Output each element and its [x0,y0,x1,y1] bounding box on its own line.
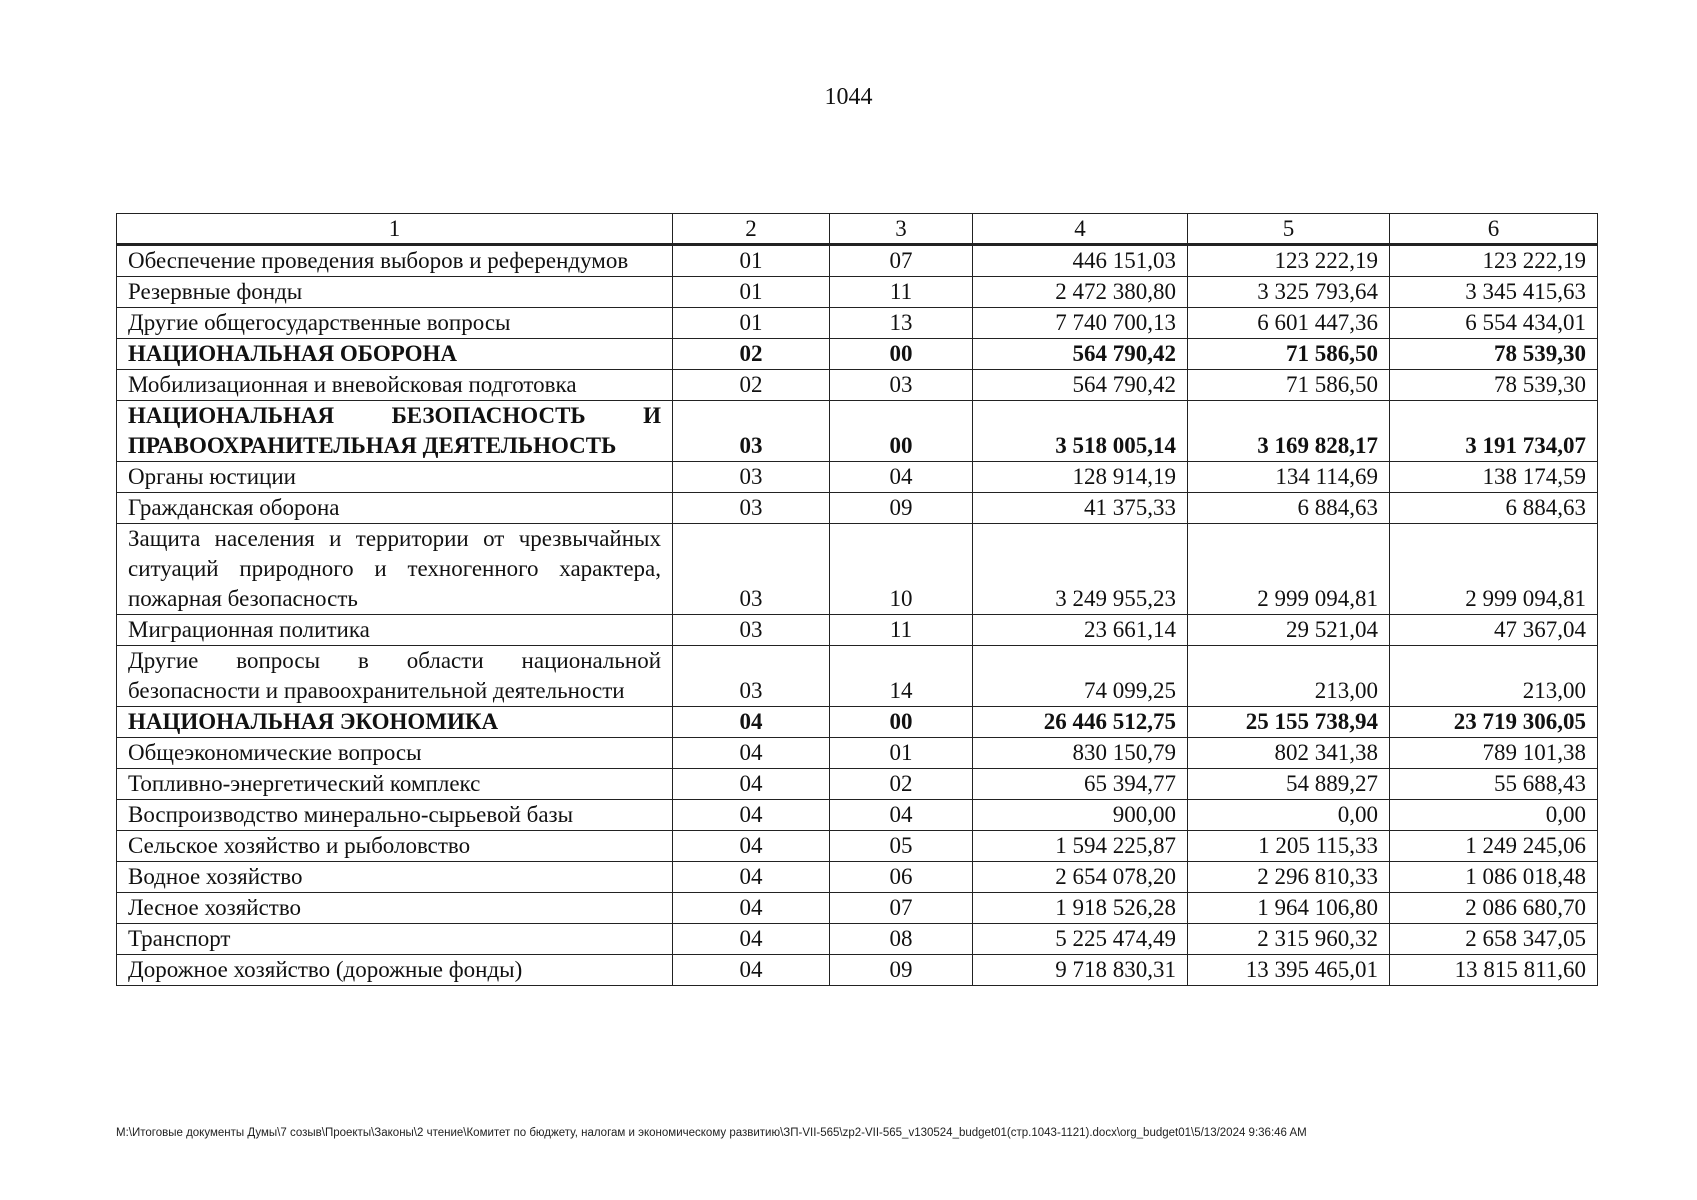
amount-col-4-cell: 7 740 700,13 [973,308,1188,339]
amount-col-4-cell: 830 150,79 [973,738,1188,769]
amount-col-6-cell: 47 367,04 [1390,615,1598,646]
subsection-code-cell: 00 [830,707,973,738]
section-code-cell: 03 [673,493,830,524]
amount-col-6-cell: 2 999 094,81 [1390,524,1598,615]
subsection-code-cell: 07 [830,245,973,277]
amount-col-6-cell: 23 719 306,05 [1390,707,1598,738]
subsection-code-cell: 02 [830,769,973,800]
row-name-cell: Воспроизводство минерально-сырьевой базы [117,800,673,831]
amount-col-6-cell: 3 345 415,63 [1390,277,1598,308]
section-code-cell: 02 [673,370,830,401]
amount-col-5-cell: 213,00 [1188,646,1390,707]
amount-col-6-cell: 6 884,63 [1390,493,1598,524]
amount-col-6-cell: 1 249 245,06 [1390,831,1598,862]
section-code-cell: 03 [673,524,830,615]
table-row [117,308,1598,339]
section-code-cell: 03 [673,462,830,493]
table-row [117,707,1598,738]
amount-col-4-cell: 446 151,03 [973,245,1188,277]
section-code-cell: 04 [673,862,830,893]
page-number: 1044 [824,84,873,110]
amount-col-4-cell: 5 225 474,49 [973,924,1188,955]
subsection-code-cell: 09 [830,955,973,986]
row-name-cell: Резервные фонды [117,277,673,308]
table-row [117,893,1598,924]
amount-col-4-cell: 26 446 512,75 [973,707,1188,738]
section-code-cell: 01 [673,245,830,277]
subsection-code-cell: 04 [830,462,973,493]
row-name-cell: Защита населения и территории от чрезвычайных ситуаций природного и техногенного характера, пожарная безопасность [117,524,673,615]
table-row [117,862,1598,893]
amount-col-4-cell: 23 661,14 [973,615,1188,646]
amount-col-4-cell: 74 099,25 [973,646,1188,707]
table-row [117,277,1598,308]
table-row [117,524,1598,615]
amount-col-6-cell: 6 554 434,01 [1390,308,1598,339]
amount-col-5-cell: 29 521,04 [1188,615,1390,646]
row-name-cell: НАЦИОНАЛЬНАЯ БЕЗОПАСНОСТЬ И ПРАВООХРАНИТЕЛЬНАЯ ДЕЯТЕЛЬНОСТЬ [117,401,673,462]
section-code-cell: 03 [673,615,830,646]
section-code-cell: 04 [673,707,830,738]
row-name-cell: Мобилизационная и вневойсковая подготовка [117,370,673,401]
header-col-6: 6 [1390,214,1598,245]
row-name-cell: Другие вопросы в области национальной безопасности и правоохранительной деятельности [117,646,673,707]
table-row [117,955,1598,986]
header-col-5: 5 [1188,214,1390,245]
table-row [117,462,1598,493]
amount-col-4-cell: 65 394,77 [973,769,1188,800]
table-row [117,245,1598,277]
table-row [117,738,1598,769]
amount-col-5-cell: 71 586,50 [1188,339,1390,370]
table-row [117,493,1598,524]
table-row [117,831,1598,862]
row-name-cell: Обеспечение проведения выборов и референдумов [117,245,673,277]
subsection-code-cell: 11 [830,615,973,646]
section-code-cell: 04 [673,955,830,986]
header-col-4: 4 [973,214,1188,245]
section-code-cell: 04 [673,893,830,924]
table-body [117,245,1598,986]
section-code-cell: 01 [673,277,830,308]
amount-col-5-cell: 6 601 447,36 [1188,308,1390,339]
budget-table [116,213,1598,986]
subsection-code-cell: 10 [830,524,973,615]
row-name-cell: Дорожное хозяйство (дорожные фонды) [117,955,673,986]
amount-col-5-cell: 2 315 960,32 [1188,924,1390,955]
amount-col-4-cell: 128 914,19 [973,462,1188,493]
amount-col-5-cell: 13 395 465,01 [1188,955,1390,986]
amount-col-5-cell: 134 114,69 [1188,462,1390,493]
section-code-cell: 04 [673,924,830,955]
subsection-code-cell: 00 [830,339,973,370]
subsection-code-cell: 08 [830,924,973,955]
row-name-cell: НАЦИОНАЛЬНАЯ ОБОРОНА [117,339,673,370]
header-col-2: 2 [673,214,830,245]
subsection-code-cell: 11 [830,277,973,308]
amount-col-5-cell: 802 341,38 [1188,738,1390,769]
subsection-code-cell: 01 [830,738,973,769]
header-col-3: 3 [830,214,973,245]
amount-col-4-cell: 564 790,42 [973,339,1188,370]
amount-col-6-cell: 78 539,30 [1390,339,1598,370]
amount-col-6-cell: 1 086 018,48 [1390,862,1598,893]
amount-col-4-cell: 2 472 380,80 [973,277,1188,308]
section-code-cell: 03 [673,646,830,707]
section-code-cell: 04 [673,738,830,769]
amount-col-6-cell: 2 086 680,70 [1390,893,1598,924]
table-row [117,924,1598,955]
amount-col-6-cell: 123 222,19 [1390,245,1598,277]
amount-col-4-cell: 9 718 830,31 [973,955,1188,986]
row-name-cell: Общеэкономические вопросы [117,738,673,769]
amount-col-5-cell: 54 889,27 [1188,769,1390,800]
row-name-cell: Органы юстиции [117,462,673,493]
amount-col-6-cell: 55 688,43 [1390,769,1598,800]
amount-col-6-cell: 3 191 734,07 [1390,401,1598,462]
subsection-code-cell: 13 [830,308,973,339]
amount-col-4-cell: 1 918 526,28 [973,893,1188,924]
row-name-cell: Топливно-энергетический комплекс [117,769,673,800]
amount-col-5-cell: 123 222,19 [1188,245,1390,277]
header-col-1: 1 [117,214,673,245]
amount-col-5-cell: 1 964 106,80 [1188,893,1390,924]
amount-col-4-cell: 564 790,42 [973,370,1188,401]
subsection-code-cell: 09 [830,493,973,524]
section-code-cell: 04 [673,769,830,800]
row-name-cell: Миграционная политика [117,615,673,646]
amount-col-6-cell: 789 101,38 [1390,738,1598,769]
subsection-code-cell: 05 [830,831,973,862]
row-name-cell: Водное хозяйство [117,862,673,893]
row-name-cell: Гражданская оборона [117,493,673,524]
amount-col-4-cell: 2 654 078,20 [973,862,1188,893]
subsection-code-cell: 03 [830,370,973,401]
table-row [117,646,1598,707]
row-name-cell: НАЦИОНАЛЬНАЯ ЭКОНОМИКА [117,707,673,738]
amount-col-4-cell: 3 249 955,23 [973,524,1188,615]
amount-col-4-cell: 41 375,33 [973,493,1188,524]
amount-col-5-cell: 1 205 115,33 [1188,831,1390,862]
amount-col-6-cell: 13 815 811,60 [1390,955,1598,986]
section-code-cell: 01 [673,308,830,339]
amount-col-6-cell: 213,00 [1390,646,1598,707]
table-row [117,800,1598,831]
subsection-code-cell: 07 [830,893,973,924]
amount-col-5-cell: 3 325 793,64 [1188,277,1390,308]
table-row [117,370,1598,401]
section-code-cell: 04 [673,800,830,831]
amount-col-5-cell: 2 999 094,81 [1188,524,1390,615]
amount-col-6-cell: 138 174,59 [1390,462,1598,493]
row-name-cell: Лесное хозяйство [117,893,673,924]
amount-col-5-cell: 0,00 [1188,800,1390,831]
amount-col-5-cell: 6 884,63 [1188,493,1390,524]
amount-col-5-cell: 71 586,50 [1188,370,1390,401]
subsection-code-cell: 04 [830,800,973,831]
row-name-cell: Сельское хозяйство и рыболовство [117,831,673,862]
amount-col-5-cell: 2 296 810,33 [1188,862,1390,893]
section-code-cell: 04 [673,831,830,862]
row-name-cell: Другие общегосударственные вопросы [117,308,673,339]
amount-col-4-cell: 1 594 225,87 [973,831,1188,862]
table-header-row [117,214,1598,245]
table-row [117,615,1598,646]
table-row [117,769,1598,800]
section-code-cell: 02 [673,339,830,370]
file-path-footer: M:\Итоговые документы Думы\7 созыв\Проекты\Законы\2 чтение\Комитет по бюджету, налогам и экономическому развитию\ЗП-VII-565\zp2-VII-565_v130524_budget01(стр.1043-1121).docx\org_budget01\5/13/2024 9:36:46 AM [116,1127,1307,1139]
amount-col-6-cell: 2 658 347,05 [1390,924,1598,955]
amount-col-6-cell: 78 539,30 [1390,370,1598,401]
section-code-cell: 03 [673,401,830,462]
amount-col-4-cell: 3 518 005,14 [973,401,1188,462]
table-row [117,339,1598,370]
subsection-code-cell: 06 [830,862,973,893]
subsection-code-cell: 14 [830,646,973,707]
amount-col-4-cell: 900,00 [973,800,1188,831]
table-row [117,401,1598,462]
amount-col-5-cell: 3 169 828,17 [1188,401,1390,462]
subsection-code-cell: 00 [830,401,973,462]
amount-col-5-cell: 25 155 738,94 [1188,707,1390,738]
row-name-cell: Транспорт [117,924,673,955]
amount-col-6-cell: 0,00 [1390,800,1598,831]
